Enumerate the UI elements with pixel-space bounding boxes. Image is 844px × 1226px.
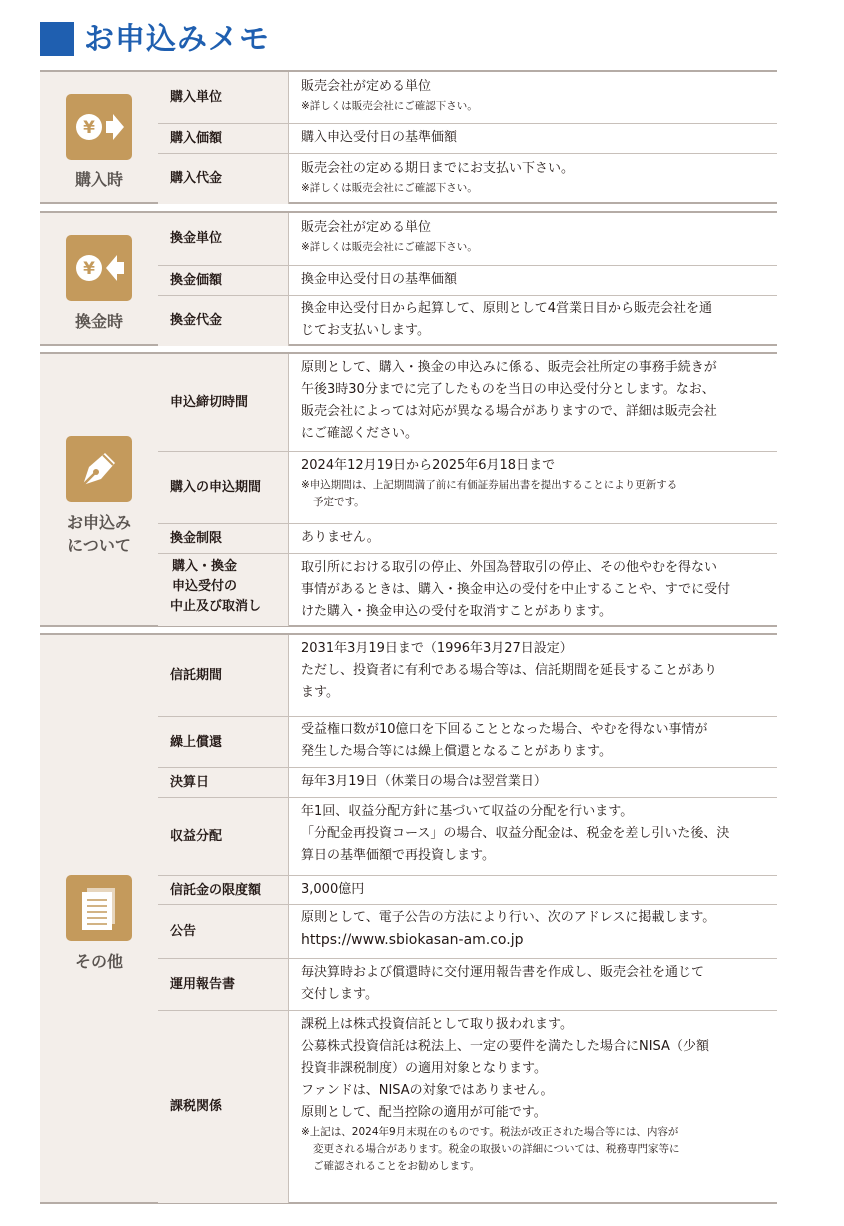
page-title: お申込みメモ [84, 22, 270, 57]
value-text: けた購入・換金申込の受付を取消すことがあります。 [301, 604, 612, 619]
section-purchase-label: 購入時 [74, 170, 123, 189]
value-text: 事情があるときは、購入・換金申込の受付を中止することや、すでに受付 [301, 582, 731, 597]
document-icon [66, 875, 132, 941]
value-note: ※申込期間は、上記期間満了前に有価証券届出書を提出することにより更新する [301, 479, 678, 491]
row-label: 購入代金 [158, 154, 289, 204]
value-text: ありません。 [301, 530, 380, 545]
row-value [289, 798, 777, 876]
value-text: 購入申込受付日の基準価額 [301, 130, 458, 145]
section-redemption-header [40, 213, 159, 344]
value-text: 2031年3月19日まで（1996年3月27日設定） [301, 641, 573, 656]
section-other [40, 633, 777, 1204]
value-text: 受益権口数が10億口を下回ることとなった場合、やむを得ない事情が [301, 722, 708, 737]
value-note: ※詳しくは販売会社にご確認下さい。 [301, 241, 478, 253]
row-value [289, 554, 777, 626]
row-value [289, 354, 777, 451]
value-text: 販売会社の定める期日までにお支払い下さい。 [301, 161, 575, 176]
row-value [289, 524, 777, 554]
value-note: ※詳しくは販売会社にご確認下さい。 [301, 182, 478, 194]
value-text: 毎決算時および償還時に交付運用報告書を作成し、販売会社を通じて [301, 965, 705, 980]
section-purchase [40, 70, 777, 204]
row-label: 課税関係 [158, 1011, 289, 1203]
yen-arrow-left-icon [66, 235, 132, 301]
pen-nib-icon [66, 436, 132, 502]
value-text: 3,000億円 [301, 882, 365, 897]
row-value [289, 266, 777, 296]
value-text: 換金申込受付日の基準価額 [301, 272, 458, 287]
title-marker [40, 22, 74, 56]
row-label: 購入価額 [158, 124, 289, 154]
value-note: ※上記は、2024年9月末現在のものです。税法が改正された場合等には、内容が [301, 1126, 679, 1138]
row-report [158, 958, 777, 1011]
value-text: にご確認ください。 [301, 426, 419, 441]
row-label: 繰上償還 [158, 717, 289, 768]
value-text: 原則として、電子公告の方法により行い、次のアドレスに掲載します。 [301, 910, 716, 925]
section-application [40, 352, 777, 627]
row-value [289, 905, 777, 959]
row-label: 購入単位 [158, 72, 289, 123]
row-label: 換金制限 [158, 524, 289, 554]
row-suspension [158, 553, 777, 626]
row-label: 申込締切時間 [158, 354, 289, 451]
row-taxation [158, 1010, 777, 1203]
row-trust-period [158, 635, 777, 716]
svg-text:¥: ¥ [83, 118, 95, 138]
value-text: 販売会社によっては対応が異なる場合がありますので、詳細は販売会社 [301, 404, 717, 419]
row-value [289, 959, 777, 1011]
value-text: 午後3時30分までに完了したものを当日の申込受付分とします。なお、 [301, 382, 715, 397]
row-redemption-payment [158, 295, 777, 346]
value-text: 年1回、収益分配方針に基づいて収益の分配を行います。 [301, 804, 634, 819]
row-label: 換金単位 [158, 213, 289, 265]
section-other-label: その他 [74, 952, 123, 971]
row-value [289, 213, 777, 265]
row-redemption-unit [158, 213, 777, 265]
value-note: ※詳しくは販売会社にご確認下さい。 [301, 100, 478, 112]
row-value [289, 72, 777, 123]
value-text: 公募株式投資信託は税法上、一定の要件を満たした場合にNISA（少額 [301, 1039, 709, 1054]
value-text: 課税上は株式投資信託として取り扱われます。 [301, 1017, 573, 1032]
value-text: 発生した場合等には繰上償還となることがあります。 [301, 744, 612, 759]
label-line: 中止及び取消し [170, 599, 262, 614]
row-purchase-payment [158, 153, 777, 204]
row-purchase-unit [158, 72, 777, 123]
row-trust-limit [158, 875, 777, 905]
row-label: 購入の申込期間 [158, 452, 289, 524]
row-value [289, 296, 777, 346]
value-text: じてお支払いします。 [301, 323, 430, 338]
row-label: 信託期間 [158, 635, 289, 716]
row-value [289, 452, 777, 524]
row-value [289, 1011, 777, 1203]
row-label: 換金代金 [158, 296, 289, 346]
row-settlement-date [158, 767, 777, 798]
row-public-notice [158, 904, 777, 959]
row-label: 決算日 [158, 768, 289, 798]
row-application-period [158, 451, 777, 524]
label-line: 購入・換金 [172, 559, 238, 574]
row-redemption-limit [158, 523, 777, 554]
row-early-redemption [158, 716, 777, 768]
row-label: 公告 [158, 905, 289, 959]
row-value [289, 876, 777, 905]
value-text: 原則として、配当控除の適用が可能です。 [301, 1105, 547, 1120]
section-purchase-header [40, 72, 159, 202]
row-value [289, 124, 777, 154]
svg-text:¥: ¥ [83, 259, 95, 279]
value-text: 算日の基準価額で再投資します。 [301, 848, 495, 863]
value-text: 販売会社が定める単位 [301, 220, 432, 235]
row-value [289, 768, 777, 798]
row-value [289, 154, 777, 204]
value-note: ご確認されることをお勧めします。 [313, 1160, 481, 1172]
value-text: 毎年3月19日（休業日の場合は翌営業日） [301, 774, 547, 789]
value-text: 原則として、購入・換金の申込みに係る、販売会社所定の事務手続きが [301, 360, 717, 375]
row-deadline [158, 354, 777, 451]
row-label [158, 554, 289, 626]
value-text: 2024年12月19日から2025年6月18日まで [301, 458, 556, 473]
yen-arrow-right-icon [66, 94, 132, 160]
row-label: 信託金の限度額 [158, 876, 289, 905]
value-note: 変更される場合があります。税金の取扱いの詳細については、税務専門家等に [313, 1143, 680, 1155]
section-application-label-2: について [67, 536, 131, 555]
value-text: 販売会社が定める単位 [301, 79, 432, 94]
row-distribution [158, 797, 777, 876]
label-line: 申込受付の [172, 579, 238, 594]
value-text: ファンドは、NISAの対象ではありません。 [301, 1083, 554, 1098]
value-text: 「分配金再投資コース」の場合、収益分配金は、税金を差し引いた後、決 [301, 826, 730, 841]
row-label: 換金価額 [158, 266, 289, 296]
value-text: 投資非課税制度）の適用対象となります。 [301, 1061, 547, 1076]
value-text: 換金申込受付日から起算して、原則として4営業日目から販売会社を通 [301, 301, 713, 316]
value-note: 予定です。 [313, 496, 365, 508]
row-redemption-price [158, 265, 777, 296]
section-application-label-1: お申込み [66, 513, 131, 532]
row-purchase-price [158, 123, 777, 154]
section-other-header [40, 635, 159, 1202]
section-redemption [40, 211, 777, 346]
value-text: ます。 [301, 685, 339, 700]
value-text: ただし、投資者に有利である場合等は、信託期間を延長することがあり [301, 663, 718, 678]
row-value [289, 717, 777, 768]
value-text: 取引所における取引の停止、外国為替取引の停止、その他やむを得ない [301, 560, 718, 575]
row-label: 収益分配 [158, 798, 289, 876]
row-label: 運用報告書 [158, 959, 289, 1011]
row-value [289, 635, 777, 716]
section-application-header [40, 354, 159, 625]
section-redemption-label: 換金時 [74, 312, 123, 331]
value-text: 交付します。 [301, 987, 378, 1002]
notice-url: https://www.sbiokasan-am.co.jp [301, 932, 524, 948]
